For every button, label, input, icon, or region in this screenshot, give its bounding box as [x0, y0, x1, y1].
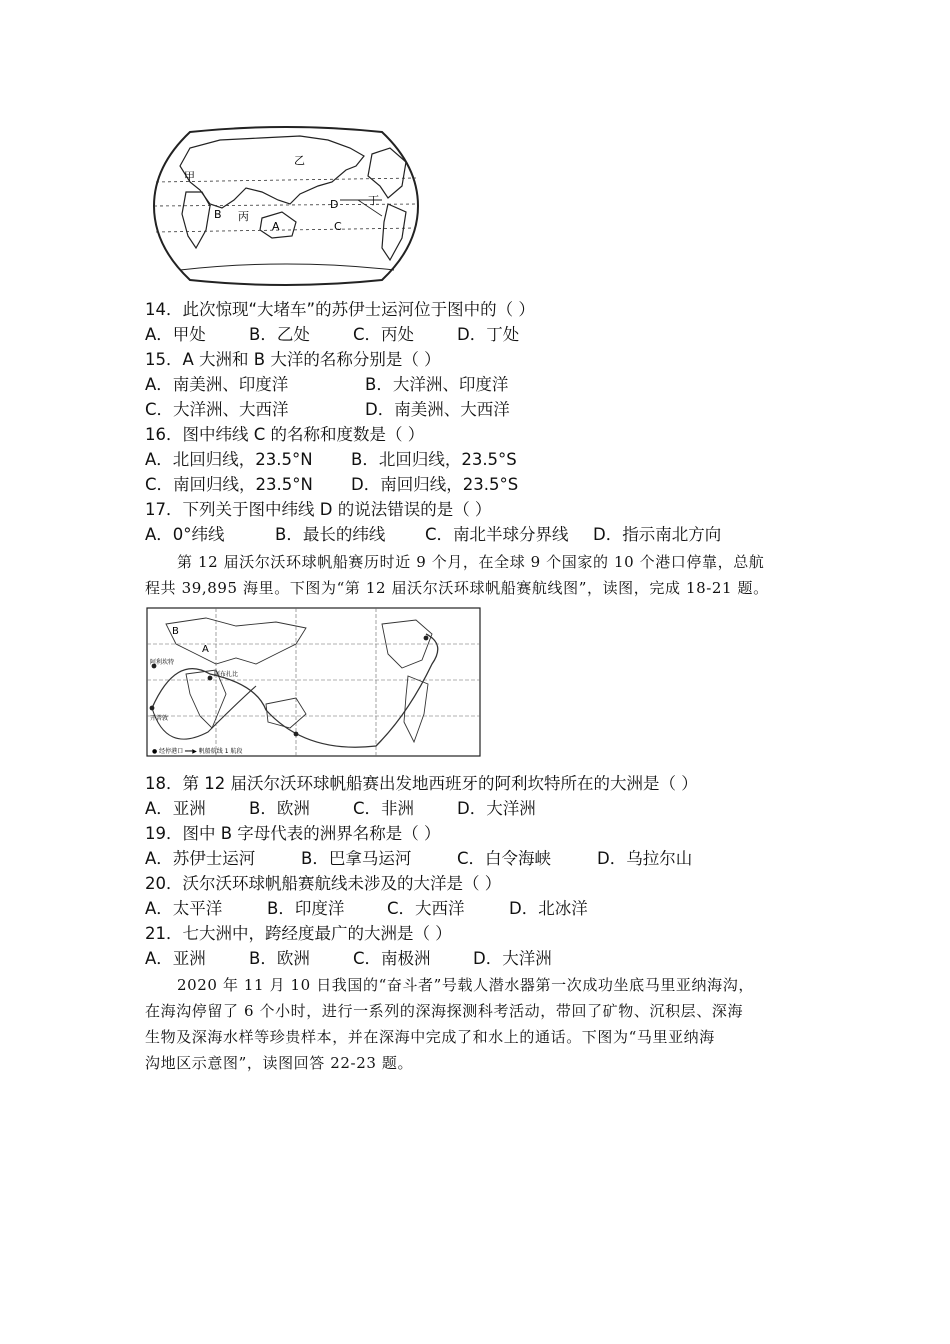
q17-option-a[interactable]: A．0°纬线 [145, 525, 225, 544]
q15-option-a[interactable]: A．南美洲、印度洋 [145, 375, 289, 394]
passage-fendouzhe-line1: 2020 年 11 月 10 日我国的“奋斗者”号载人潜水器第一次成功坐底马里亚纳海沟， [177, 976, 754, 994]
q21-option-a[interactable]: A．亚洲 [145, 949, 206, 968]
q21-option-c[interactable]: C．南极洲 [353, 949, 431, 968]
question-18-options [145, 797, 536, 821]
q16-option-c[interactable]: C．南回归线，23.5°N [145, 475, 313, 494]
passage-fendouzhe-line2: 在海沟停留了 6 个小时，进行一系列的深海探测科考活动，带回了矿物、沉积层、深海 [145, 1002, 744, 1020]
q18-option-b[interactable]: B．欧洲 [249, 799, 310, 818]
q14-option-b[interactable]: B．乙处 [249, 325, 310, 344]
q21-option-d[interactable]: D．大洋洲 [473, 949, 552, 968]
q16-option-b[interactable]: B．北回归线，23.5°S [351, 450, 517, 469]
label-bing: 丙 [238, 210, 249, 223]
route-port-abudhabi: 阿布扎比 [214, 671, 239, 678]
q19-option-c[interactable]: C．白令海峡 [457, 849, 552, 868]
world-map-figure [150, 126, 422, 286]
question-21-options [145, 947, 552, 971]
q15-option-c[interactable]: C．大洋洲、大西洋 [145, 400, 289, 419]
label-yi: 乙 [294, 154, 305, 167]
question-16-stem: 16．图中纬线 C 的名称和度数是（ ） [145, 425, 425, 444]
q20-option-b[interactable]: B．印度洋 [267, 899, 345, 918]
q21-option-b[interactable]: B．欧洲 [249, 949, 310, 968]
passage-fendouzhe-line4: 沟地区示意图”，读图回答 22-23 题。 [145, 1054, 414, 1072]
q16-option-a[interactable]: A．北回归线，23.5°N [145, 450, 313, 469]
q19-option-b[interactable]: B．巴拿马运河 [301, 849, 412, 868]
q17-option-d[interactable]: D．指示南北方向 [593, 525, 722, 544]
passage-fendouzhe [145, 972, 825, 1076]
question-15-options-row2 [145, 398, 510, 422]
q19-option-a[interactable]: A．苏伊士运河 [145, 849, 256, 868]
route-port-capetown: 开普敦 [150, 715, 169, 722]
passage-volvo-line2: 程共 39,895 海里。下图为“第 12 届沃尔沃环球帆船赛航线图”，读图，完成 18-21 题。 [145, 579, 769, 597]
question-18-stem: 18．第 12 届沃尔沃环球帆船赛出发地西班牙的阿利坎特所在的大洲是（ ） [145, 774, 698, 793]
q20-option-a[interactable]: A．太平洋 [145, 899, 223, 918]
q20-option-c[interactable]: C．大西洋 [387, 899, 465, 918]
question-20-stem: 20．沃尔沃环球帆船赛航线未涉及的大洋是（ ） [145, 874, 502, 893]
q18-option-c[interactable]: C．非洲 [353, 799, 415, 818]
question-15-options-row1 [145, 373, 508, 397]
q14-option-c[interactable]: C．丙处 [353, 325, 415, 344]
passage-volvo-line1: 第 12 届沃尔沃环球帆船赛历时近 9 个月，在全球 9 个国家的 10 个港口停靠，总航 [177, 553, 765, 571]
q17-option-c[interactable]: C．南北半球分界线 [425, 525, 569, 544]
question-20-options [145, 897, 588, 921]
q14-option-d[interactable]: D．丁处 [457, 325, 520, 344]
label-C: C [334, 220, 342, 233]
label-ding: 丁 [368, 194, 379, 207]
question-21-stem: 21．七大洲中，跨经度最广的大洲是（ ） [145, 924, 452, 943]
q18-option-a[interactable]: A．亚洲 [145, 799, 206, 818]
question-14-options [145, 323, 519, 347]
q20-option-d[interactable]: D．北冰洋 [509, 899, 588, 918]
q15-option-d[interactable]: D．南美洲、大西洋 [365, 400, 510, 419]
label-D: D [330, 198, 339, 211]
question-15-stem: 15．A 大洲和 B 大洋的名称分别是（ ） [145, 350, 441, 369]
question-19-stem: 19．图中 B 字母代表的洲界名称是（ ） [145, 824, 441, 843]
question-16-options-row2 [145, 473, 518, 497]
sailing-route-map-figure [146, 604, 482, 770]
question-17-stem: 17．下列关于图中纬线 D 的说法错误的是（ ） [145, 500, 492, 519]
label-A: A [272, 220, 280, 233]
question-19-options [145, 847, 692, 871]
question-16-options-row1 [145, 448, 517, 472]
route-label-B: B [172, 626, 179, 637]
route-label-A: A [202, 644, 209, 655]
passage-volvo-race [145, 549, 825, 601]
route-port-alicante: 阿利坎特 [150, 659, 175, 666]
passage-fendouzhe-line3: 生物及深海水样等珍贵样本，并在深海中完成了和水上的通话。下图为“马里亚纳海 [145, 1028, 715, 1046]
question-17-options [145, 523, 721, 547]
label-jia: 甲 [184, 170, 195, 183]
q18-option-d[interactable]: D．大洋洲 [457, 799, 536, 818]
q19-option-d[interactable]: D．乌拉尔山 [597, 849, 693, 868]
q16-option-d[interactable]: D．南回归线，23.5°S [351, 475, 519, 494]
q17-option-b[interactable]: B．最长的纬线 [275, 525, 386, 544]
label-B: B [214, 208, 222, 221]
question-14-stem: 14．此次惊现“大堵车”的苏伊士运河位于图中的（ ） [145, 300, 535, 319]
q14-option-a[interactable]: A．甲处 [145, 325, 206, 344]
q15-option-b[interactable]: B．大洋洲、印度洋 [365, 375, 509, 394]
route-legend: ● 经停港口 ━━▶ 帆船航线 1 航段 [152, 748, 243, 755]
